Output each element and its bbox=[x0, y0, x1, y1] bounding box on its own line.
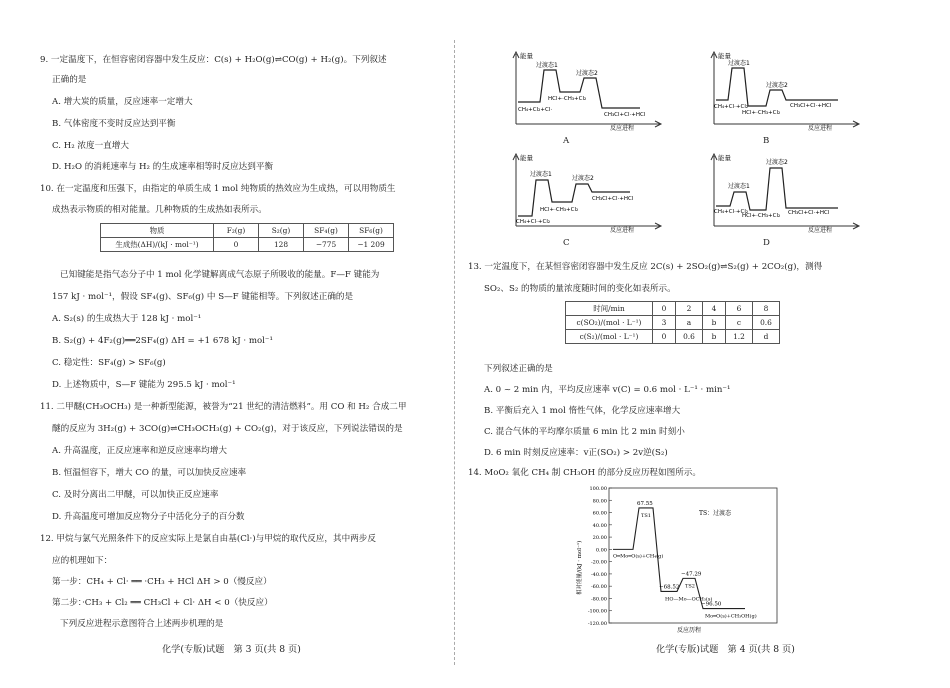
q11-option-b: B. 恒温恒容下，增大 CO 的量，可以加快反应速率 bbox=[52, 468, 247, 478]
left-page bbox=[0, 0, 452, 688]
page-divider bbox=[454, 40, 455, 665]
q9-option-c: C. H₂ 浓度一直增大 bbox=[52, 141, 129, 151]
table-cell: a bbox=[676, 316, 703, 330]
state-initial: CH₄+Cl·+Cl₂ bbox=[714, 209, 749, 215]
y-axis-label: 能量 bbox=[718, 154, 731, 162]
q11-stem-2: 醚的反应为 3H₂(g) + 3CO(g)⇌CH₃OCH₃(g) + CO₂(g)，对于该反应，下列说法错误的是 bbox=[52, 424, 403, 434]
generation-heat-table bbox=[100, 223, 394, 252]
table-header-row bbox=[101, 224, 394, 238]
q9-option-b: B. 气体密度不变时反应达到平衡 bbox=[52, 119, 176, 129]
y-tick-label: 60.00 bbox=[592, 510, 607, 517]
x-axis-label: 反应进程 bbox=[808, 125, 833, 132]
q11-option-d: D. 升高温度可增加反应物分子中活化分子的百分数 bbox=[52, 512, 245, 522]
state-intermediate: HCl+·CH₃+Cl₂ bbox=[540, 207, 579, 213]
q10-option-d: D. 上述物质中，S—F 键能为 295.5 kJ · mol⁻¹ bbox=[52, 380, 236, 390]
value-label: 67.55 bbox=[637, 500, 653, 507]
x-axis-label: 反应进程 bbox=[610, 227, 635, 234]
table-cell: 0 bbox=[653, 302, 676, 316]
y-tick-label: -40.00 bbox=[590, 571, 607, 578]
state-label: HO—Mo—OCH₃(s) bbox=[665, 596, 713, 603]
diagram-d bbox=[708, 150, 868, 238]
y-tick-label: -120.00 bbox=[587, 621, 607, 627]
table-cell: b bbox=[703, 316, 726, 330]
q12-step-2: 第二步：·CH₃ + Cl₂ ══ CH₃Cl + Cl· ΔH < 0（快反应） bbox=[52, 598, 273, 608]
ts1-label: 过渡态1 bbox=[728, 183, 750, 190]
table-row bbox=[101, 238, 394, 252]
q12-step-1: 第一步：CH₄ + Cl· ══ ·CH₃ + HCl ΔH > 0（慢反应） bbox=[52, 577, 272, 587]
table-cell: 0 bbox=[653, 330, 676, 344]
state-initial: CH₄+Cl₂+Cl· bbox=[518, 107, 553, 113]
q10-bond-text-1: 已知键能是指气态分子中 1 mol 化学键解离成气态原子所吸收的能量。F—F 键能为 bbox=[60, 270, 380, 280]
q10-bond-text-2: 157 kJ · mol⁻¹，假设 SF₄(g)、SF₆(g) 中 S—F 键能相等。下列叙述正确的是 bbox=[52, 292, 354, 302]
x-axis-title: 反应历程 bbox=[677, 627, 702, 634]
q10-stem-2: 成热表示物质的相对能量。几种物质的生成热如表所示。 bbox=[52, 205, 267, 215]
q11-stem-1: 11. 二甲醚(CH₃OCH₃) 是一种新型能源，被誉为“21 世纪的清洁燃料”。用 CO 和 H₂ 合成二甲 bbox=[40, 402, 407, 412]
state-final: CH₃Cl+Cl·+HCl bbox=[788, 210, 830, 216]
ts2-label: 过渡态2 bbox=[572, 175, 594, 182]
state-intermediate: HCl+·CH₃+Cl₂ bbox=[742, 213, 781, 219]
diagram-a bbox=[510, 48, 670, 136]
table-cell: 1.2 bbox=[726, 330, 753, 344]
q10-option-b: B. S₂(g) + 4F₂(g)══2SF₄(g) ΔH = +1 678 kJ · mol⁻¹ bbox=[52, 336, 273, 346]
q12-prompt: 下列反应进程示意图符合上述两步机理的是 bbox=[60, 619, 224, 629]
q13-option-d: D. 6 min 时刻反应速率：v正(SO₂) > 2v逆(S₂) bbox=[484, 448, 668, 458]
q9-stem-2: 正确的是 bbox=[52, 75, 87, 85]
q12-stem-1: 12. 甲烷与氯气光照条件下的反应实际上是氯自由基(Cl·)与甲烷的取代反应，其中两步反 bbox=[40, 534, 376, 544]
page-footer-3: 化学(专版)试题 第 3 页(共 8 页) bbox=[162, 644, 301, 655]
state-final: CH₃Cl+Cl·+HCl bbox=[604, 112, 646, 118]
table-cell: SF₄(g) bbox=[304, 224, 349, 238]
q9-stem-1: 9. 一定温度下，在恒容密闭容器中发生反应：C(s) + H₂O(g)⇌CO(g) + H₂(g)。下列叙述 bbox=[40, 55, 387, 65]
q13-stem-1: 13. 一定温度下，在某恒容密闭容器中发生反应 2C(s) + 2SO₂(g)⇌S₂(g) + 2CO₂(g)，测得 bbox=[468, 262, 823, 272]
table-cell: 0.6 bbox=[676, 330, 703, 344]
legend-note: TS：过渡态 bbox=[699, 510, 732, 517]
right-page bbox=[460, 0, 950, 688]
table-cell: SF₆(g) bbox=[349, 224, 394, 238]
table-cell: 3 bbox=[653, 316, 676, 330]
state-intermediate: HCl+·CH₃+Cl₂ bbox=[548, 96, 587, 102]
table-cell: d bbox=[753, 330, 780, 344]
table-cell: c(S₂)/(mol · L⁻¹) bbox=[566, 330, 653, 344]
state-initial: CH₄+Cl·+Cl₂ bbox=[714, 104, 749, 110]
diagram-c bbox=[510, 150, 670, 238]
table-cell: S₂(g) bbox=[259, 224, 304, 238]
state-initial: CH₄+Cl·+Cl₂ bbox=[516, 219, 551, 225]
y-axis-label: 能量 bbox=[520, 154, 533, 162]
y-axis-title: 相对能量/(kJ · mol⁻¹) bbox=[577, 540, 583, 595]
diagram-d-label: D bbox=[763, 238, 770, 248]
q11-option-c: C. 及时分离出二甲醚，可以加快正反应速率 bbox=[52, 490, 219, 500]
y-axis-label: 能量 bbox=[718, 52, 731, 60]
y-tick-label: -100.00 bbox=[587, 608, 607, 615]
table-cell: 4 bbox=[703, 302, 726, 316]
y-tick-label: 0.00 bbox=[595, 547, 607, 554]
y-tick-label: 40.00 bbox=[592, 522, 607, 529]
diagram-b-label: B bbox=[763, 136, 770, 146]
table-cell: 物质 bbox=[101, 224, 214, 238]
concentration-table bbox=[565, 301, 780, 344]
table-cell: 生成热(ΔH)/(kJ · mol⁻¹) bbox=[101, 238, 214, 252]
value-label: −47.29 bbox=[681, 571, 702, 578]
table-cell: c(SO₂)/(mol · L⁻¹) bbox=[566, 316, 653, 330]
ts1-label: 过渡态1 bbox=[728, 60, 750, 67]
table-cell: 0.6 bbox=[753, 316, 780, 330]
table-cell: −1 209 bbox=[349, 238, 394, 252]
y-tick-label: -80.00 bbox=[590, 596, 607, 603]
ts1-label: 过渡态1 bbox=[530, 171, 552, 178]
table-cell: 6 bbox=[726, 302, 753, 316]
diagram-c-label: C bbox=[563, 238, 570, 248]
q13-prompt: 下列叙述正确的是 bbox=[484, 364, 553, 374]
state-label: TS1 bbox=[641, 512, 651, 519]
table-header-row bbox=[566, 302, 780, 316]
q12-stem-2: 应的机理如下： bbox=[52, 556, 113, 566]
table-row bbox=[566, 316, 780, 330]
q13-stem-2: SO₂、S₂ 的物质的量浓度随时间的变化如表所示。 bbox=[484, 284, 676, 294]
value-label: −96.50 bbox=[701, 601, 722, 608]
y-tick-label: 100.00 bbox=[589, 486, 607, 492]
q10-stem-1: 10. 在一定温度和压强下，由指定的单质生成 1 mol 纯物质的热效应为生成热，可以用物质生 bbox=[40, 184, 396, 194]
ts1-label: 过渡态1 bbox=[536, 62, 558, 69]
table-cell: −775 bbox=[304, 238, 349, 252]
ts2-label: 过渡态2 bbox=[766, 82, 788, 89]
y-axis-label: 能量 bbox=[520, 52, 533, 60]
diagram-a-label: A bbox=[563, 136, 570, 146]
x-axis-label: 反应进程 bbox=[610, 125, 635, 132]
state-intermediate: HCl+·CH₃+Cl₂ bbox=[742, 110, 781, 116]
q13-option-c: C. 混合气体的平均摩尔质量 6 min 比 2 min 时刻小 bbox=[484, 427, 685, 437]
table-row bbox=[566, 330, 780, 344]
q13-option-b: B. 平衡后充入 1 mol 惰性气体，化学反应速率增大 bbox=[484, 406, 681, 416]
q14-stem: 14. MoO₂ 氧化 CH₄ 制 CH₃OH 的部分反应历程如图所示。 bbox=[468, 468, 701, 478]
table-cell: 0 bbox=[214, 238, 259, 252]
table-cell: F₂(g) bbox=[214, 224, 259, 238]
state-final: CH₃Cl+Cl·+HCl bbox=[592, 196, 634, 202]
y-tick-label: 20.00 bbox=[592, 535, 607, 542]
x-axis-label: 反应进程 bbox=[808, 227, 833, 234]
table-cell: c bbox=[726, 316, 753, 330]
table-cell: b bbox=[703, 330, 726, 344]
y-tick-label: 80.00 bbox=[592, 498, 607, 505]
y-tick-label: -60.00 bbox=[590, 584, 607, 591]
state-label: O═Mo═O(s)+CH₄(g) bbox=[613, 553, 664, 560]
ts2-label: 过渡态2 bbox=[766, 159, 788, 166]
q13-option-a: A. 0 ~ 2 min 内，平均反应速率 v(C) = 0.6 mol · L⁻¹ · min⁻¹ bbox=[484, 385, 731, 395]
page-footer-4: 化学(专版)试题 第 4 页(共 8 页) bbox=[656, 644, 795, 655]
table-cell: 128 bbox=[259, 238, 304, 252]
table-cell: 8 bbox=[753, 302, 780, 316]
q10-option-c: C. 稳定性：SF₄(g) > SF₆(g) bbox=[52, 358, 166, 368]
q11-option-a: A. 升高温度，正反应速率和逆反应速率均增大 bbox=[52, 446, 227, 456]
ts2-label: 过渡态2 bbox=[576, 70, 598, 77]
y-tick-label: -20.00 bbox=[590, 559, 607, 566]
table-cell: 2 bbox=[676, 302, 703, 316]
diagram-b bbox=[708, 48, 868, 136]
table-cell: 时间/min bbox=[566, 302, 653, 316]
energy-profile-chart bbox=[569, 485, 784, 635]
q9-option-d: D. H₂O 的消耗速率与 H₂ 的生成速率相等时反应达到平衡 bbox=[52, 162, 274, 172]
q9-option-a: A. 增大炭的质量，反应速率一定增大 bbox=[52, 97, 193, 107]
value-label: −68.52 bbox=[659, 584, 680, 591]
q10-option-a: A. S₂(s) 的生成热大于 128 kJ · mol⁻¹ bbox=[52, 314, 202, 324]
state-final: CH₃Cl+Cl·+HCl bbox=[790, 103, 832, 109]
state-label: TS2 bbox=[685, 583, 695, 590]
state-label: Mo═O(s)+CH₃OH(g) bbox=[705, 613, 757, 620]
